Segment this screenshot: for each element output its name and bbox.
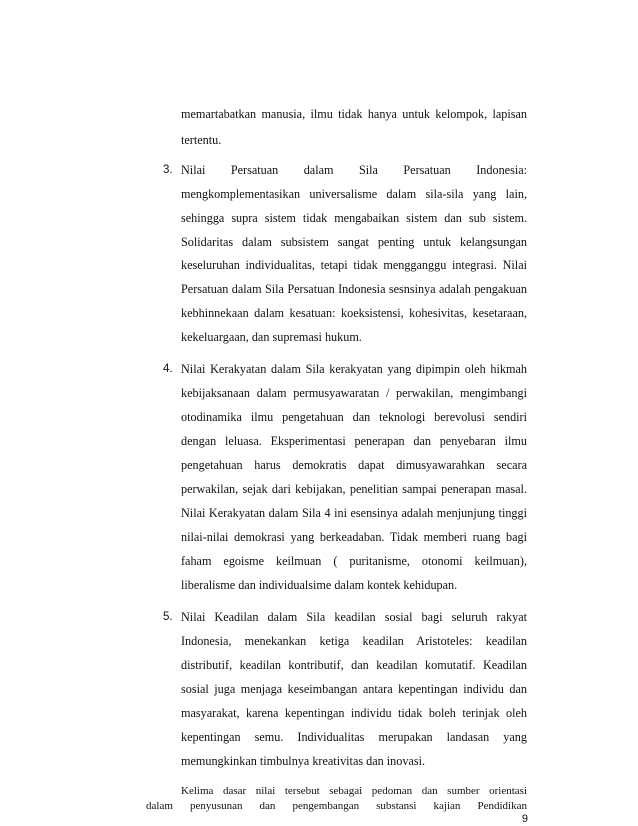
list-item-4-line: liberalisme dan individualsime dalam kontek kehidupan. bbox=[181, 578, 458, 592]
list-item-4-line: faham egoisme keilmuan ( puritanisme, otonomi keilmuan), bbox=[181, 554, 527, 568]
list-number-5: 5. bbox=[163, 611, 173, 623]
list-item-4-line: kebijaksanaan dalam permusyawaratan / perwakilan, mengimbangi bbox=[181, 386, 527, 400]
list-item-5-line: Indonesia, menekankan ketiga keadilan Aristoteles: keadilan bbox=[181, 634, 527, 648]
continuation-line: tertentu. bbox=[181, 133, 222, 147]
list-item-5-line: kepentingan semu. Individualitas merupakan landasan yang bbox=[181, 730, 527, 744]
list-item-3-line: kekeluargaan, dan supremasi hukum. bbox=[181, 330, 362, 344]
list-item-3-line: kebhinnekaan dalam kesatuan: koeksistensi, kohesivitas, kesetaraan, bbox=[181, 306, 527, 320]
list-number-3: 3. bbox=[163, 164, 173, 176]
list-item-5-line: memungkinkan timbulnya kreativitas dan inovasi. bbox=[181, 754, 426, 768]
list-item-4-line: perwakilan, sejak dari kebijakan, penelitian sampai penerapan masal. bbox=[181, 482, 527, 496]
list-item-5-line: sosial juga menjaga keseimbangan antara kepentingan individu dan bbox=[181, 682, 527, 696]
list-number-4: 4. bbox=[163, 363, 173, 375]
list-item-4-line: Nilai Kerakyatan dalam Sila kerakyatan yang dipimpin oleh hikmah bbox=[181, 362, 527, 376]
page-number: 9 bbox=[521, 813, 528, 825]
list-item-5-line: Nilai Keadilan dalam Sila keadilan sosial bagi seluruh rakyat bbox=[181, 610, 527, 624]
list-item-4-line: pengetahuan harus demokratis dapat dimusyawarahkan secara bbox=[181, 458, 527, 472]
closing-paragraph-line: dalam penyusunan dan pengembangan substansi kajian Pendidikan bbox=[146, 800, 527, 812]
list-item-3-line: sehingga supra sistem tidak mengabaikan sistem dan sub sistem. bbox=[181, 211, 527, 225]
list-item-3-line: keseluruhan individualitas, tetapi tidak mengganggu integrasi. Nilai bbox=[181, 258, 527, 272]
continuation-line: memartabatkan manusia, ilmu tidak hanya untuk kelompok, lapisan bbox=[181, 107, 527, 121]
list-item-3-line: Persatuan dalam Sila Persatuan Indonesia sesnsinya adalah pengakuan bbox=[181, 282, 527, 296]
list-item-4-line: dengan leluasa. Eksperimentasi penerapan dan penyebaran ilmu bbox=[181, 434, 527, 448]
list-item-4-line: nilai-nilai demokrasi yang berkeadaban. Tidak memberi ruang bagi bbox=[181, 530, 527, 544]
list-item-4-line: Nilai Kerakyatan dalam Sila 4 ini esensinya adalah menjunjung tinggi bbox=[181, 506, 527, 520]
list-item-5-line: masyarakat, karena kepentingan individu tidak boleh terinjak oleh bbox=[181, 706, 527, 720]
list-item-3-line: Nilai Persatuan dalam Sila Persatuan Indonesia: bbox=[181, 163, 527, 177]
list-item-3-line: mengkomplementasikan universalisme dalam sila-sila yang lain, bbox=[181, 187, 527, 201]
closing-paragraph-line: Kelima dasar nilai tersebut sebagai pedoman dan sumber orientasi bbox=[181, 785, 527, 797]
list-item-5-line: distributif, keadilan kontributif, dan keadilan komutatif. Keadilan bbox=[181, 658, 527, 672]
list-item-3-line: Solidaritas dalam subsistem sangat penting untuk kelangsungan bbox=[181, 235, 527, 249]
list-item-4-line: otodinamika ilmu pengetahuan dan teknologi berevolusi sendiri bbox=[181, 410, 527, 424]
